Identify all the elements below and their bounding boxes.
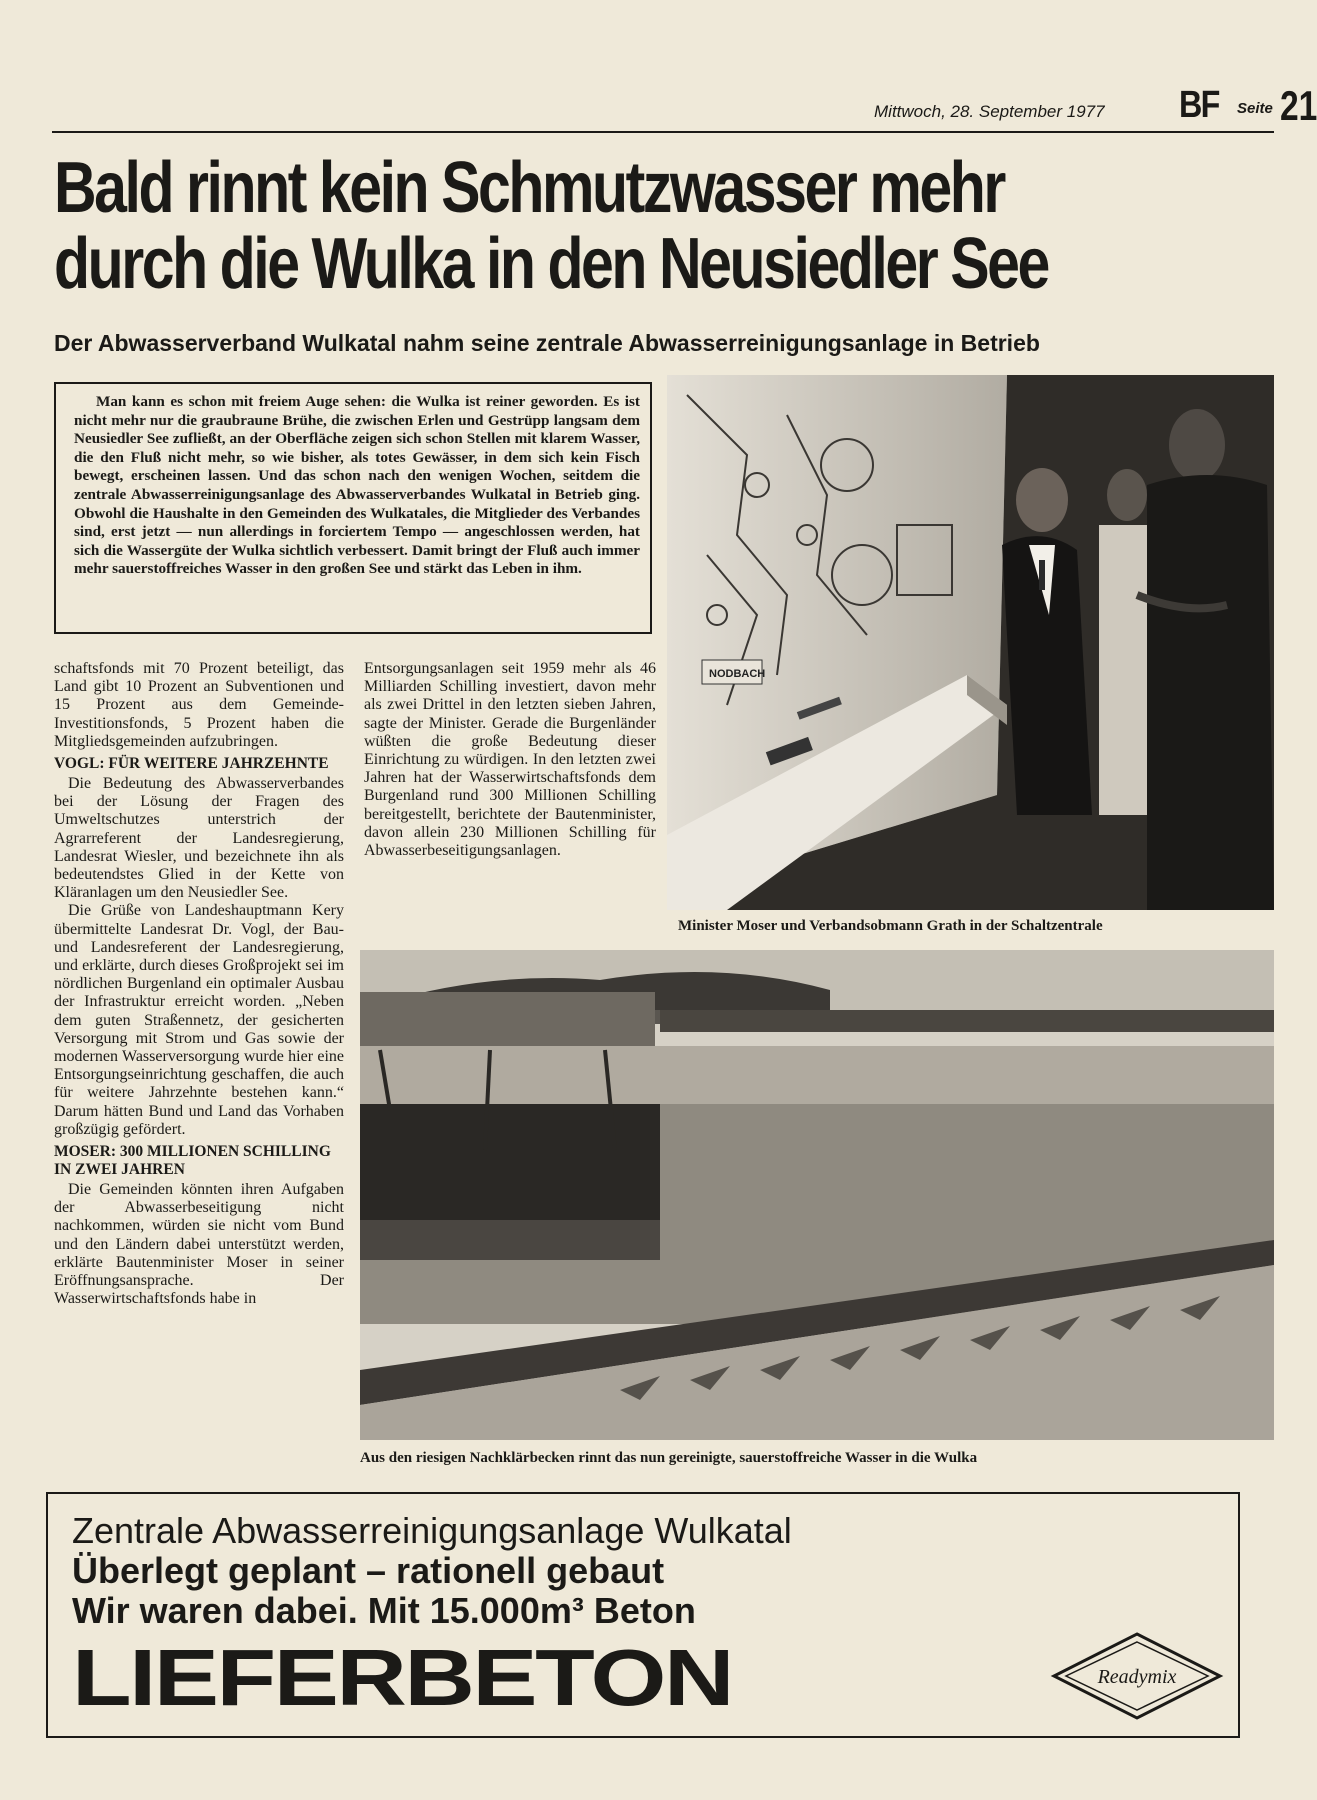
col1-paragraph-2: Die Bedeutung des Abwasserverbandes bei der Lösung der Fragen des Umweltschutzes unterstrich der Agrarreferent der Landesregierung, Landesrat Wiesler, und bezeichnete ihn als bedeutendstes Glied in der Kette von Kläranlagen um den Neusiedler See. [54, 775, 344, 902]
headline [54, 150, 1054, 302]
ad-brand: LIEFERBETON [72, 1633, 733, 1722]
col1-subheading-vogl: VOGL: FÜR WEITERE JAHRZEHNTE [54, 755, 329, 773]
issue-date: Mittwoch, 28. September 1977 [874, 102, 1105, 121]
subheadline: Der Abwasserverband Wulkatal nahm seine zentrale Abwasserreinigungsanlage in Betrieb [54, 330, 1040, 356]
photo-control-room [667, 375, 1274, 910]
headline-line-2: durch die Wulka in den Neusiedler See [54, 224, 1048, 304]
photo-clarifier-caption: Aus den riesigen Nachklärbecken rinnt das nun gereinigte, sauerstoffreiche Wasser in die Wulka [360, 1450, 978, 1466]
article-column-2 [364, 660, 656, 860]
photo-control-room-image [667, 375, 1274, 910]
col1-paragraph-1: schaftsfonds mit 70 Prozent beteiligt, das Land gibt 10 Prozent an Subventionen und 15 Prozent aus dem Gemeinde-Investitionsfonds, 5 Prozent haben die Mitgliedsgemeinden aufzubringen. [54, 660, 344, 750]
article-column-1 [54, 660, 344, 1309]
photo-control-room-caption: Minister Moser und Verbandsobmann Grath in der Schaltzentrale [678, 918, 1103, 934]
lead-box [54, 382, 652, 634]
readymix-logo-text: Readymix [1097, 1666, 1177, 1688]
panel-label-text: NODBACH [709, 668, 766, 680]
page-number: 21 [1280, 82, 1317, 129]
col1-subheading-moser: MOSER: 300 MILLIONEN SCHILLING IN ZWEI JAHREN [54, 1143, 331, 1179]
lead-text: Man kann es schon mit freiem Auge sehen: die Wulka ist reiner geworden. Es ist nicht mehr nur die graubraune Brühe, die zwischen Erlen und Gestrüpp langsam dem Neusiedler See zufließt, an der Oberfläche zeigen sich schon Stellen mit klarem Wasser, die den Fluß nicht mehr, so wie bisher, als totes Gewässer, in dem sich kein Fisch bewegt, erscheinen lassen. Und das schon nach den wenigen Wochen, seitdem die zentrale Abwasserreinigungsanlage des Abwasserverbandes Wulkatal in Betrieb ging. Obwohl die Haushalte in den Gemeinden des Wulkatales, die Mitglieder des Verbandes sind, erst jetzt — nun allerdings in forciertem Tempo — angeschlossen werden, hat sich die Wassergüte der Wulka sichtlich verbessert. Damit bringt der Fluß auch immer mehr sauerstoffreiches Wasser in den großen See und stärkt das Leben in ihm. [74, 393, 640, 578]
col1-paragraph-3: Die Grüße von Landeshauptmann Kery übermittelte Landesrat Dr. Vogl, der Bau- und Landesreferent der Landesregierung, und erklärte, durch dieses Großprojekt sei im nördlichen Burgenland ein optimaler Ausbau der Infrastruktur erreicht worden. „Neben dem guten Straßennetz, der gesicherten Versorgung mit Strom und Gas sowie der modernen Wasserversorgung wurde hier eine Entsorgungseinrichtung geschaffen, die auch für weitere Jahrzehnte bestehen kann.“ Darum hätten Bund und Land das Vorhaben großzügig gefördert. [54, 902, 344, 1138]
ad-line-3: Wir waren dabei. Mit 15.000m³ Beton [72, 1590, 696, 1631]
ad-line-1: Zentrale Abwasserreinigungsanlage Wulkatal [72, 1510, 792, 1551]
col2-paragraph-1: Entsorgungsanlagen seit 1959 mehr als 46 Milliarden Schilling investiert, davon mehr als zwei Drittel in den letzten sieben Jahren, sagte der Minister. Gerade die Burgenländer wüßten die große Bedeutung dieser Einrichtung zu würdigen. In den letzten zwei Jahren hat der Wasserwirtschaftsfonds dem Burgenland rund 300 Millionen Schilling bereitgestellt, berichtete der Bautenminister, davon allein 230 Millionen Schilling für Abwasserbeseitigungsanlagen. [364, 660, 656, 860]
page-label: Seite [1237, 100, 1273, 117]
header-rule [52, 131, 1274, 133]
ad-line-2: Überlegt geplant – rationell gebaut [72, 1550, 665, 1591]
col1-paragraph-4: Die Gemeinden könnten ihren Aufgaben der Abwasserbeseitigung nicht nachkommen, würden sie nicht vom Bund und den Ländern dabei unterstützt werden, erklärte Bautenminister Moser in seiner Eröffnungsansprache. Der Wasserwirtschaftsfonds habe in [54, 1181, 344, 1308]
headline-line-1: Bald rinnt kein Schmutzwasser mehr [54, 148, 1004, 228]
photo-clarifier-basin-image [360, 950, 1274, 1440]
advertisement [46, 1492, 1240, 1738]
photo-clarifier-basin [360, 950, 1274, 1440]
newspaper-logo: BF [1179, 84, 1219, 126]
page-header [52, 78, 1317, 130]
readymix-logo-icon [1052, 1632, 1222, 1720]
